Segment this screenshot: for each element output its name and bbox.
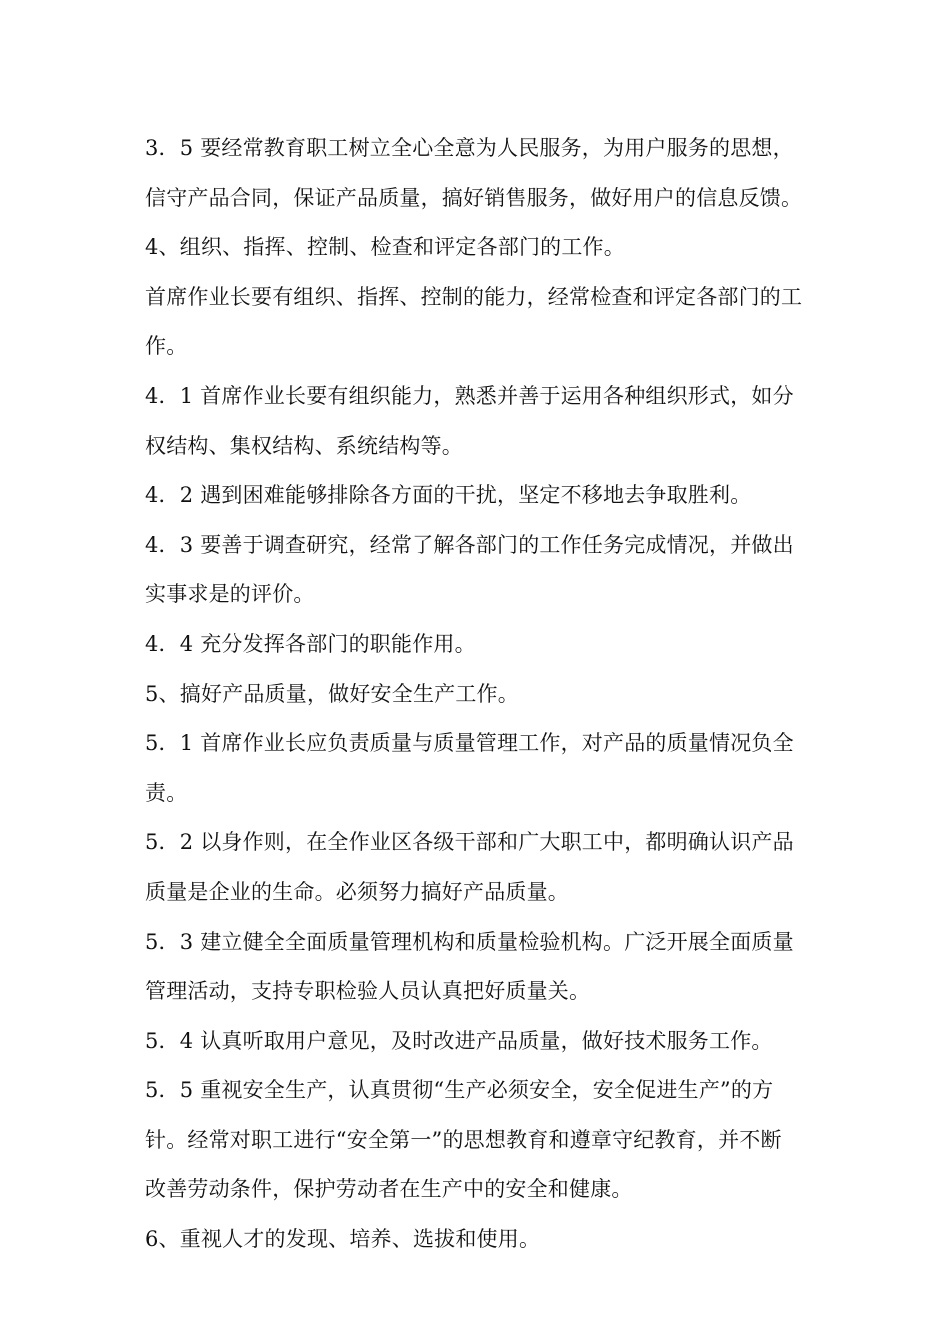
paragraph-line: 4．1 首席作业长要有组织能力，熟悉并善于运用各种组织形式，如分 xyxy=(145,383,794,408)
paragraph-line: 4．3 要善于调查研究，经常了解各部门的工作任务完成情况，并做出 xyxy=(145,532,794,557)
paragraph-line: 3．5 要经常教育职工树立全心全意为人民服务，为用户服务的思想， xyxy=(145,136,794,160)
document-body xyxy=(145,124,845,1265)
paragraph-line: 改善劳动条件，保护劳动者在生产中的安全和健康。 xyxy=(145,1177,633,1202)
section-heading: 4、组织、指挥、控制、检查和评定各部门的工作。 xyxy=(145,235,625,260)
paragraph-line: 质量是企业的生命。必须努力搞好产品质量。 xyxy=(145,879,569,904)
section-heading: 5、搞好产品质量，做好安全生产工作。 xyxy=(145,681,519,706)
paragraph-line: 5．4 认真听取用户意见，及时改进产品质量，做好技术服务工作。 xyxy=(145,1028,773,1053)
paragraph-line: 责。 xyxy=(145,780,188,805)
paragraph-line: 权结构、集权结构、系统结构等。 xyxy=(145,433,463,458)
paragraph-line: 5．3 建立健全全面质量管理机构和质量检验机构。广泛开展全面质量 xyxy=(145,929,794,954)
paragraph-line: 信守产品合同，保证产品质量，搞好销售服务，做好用户的信息反馈。 xyxy=(145,185,803,210)
paragraph-line: 针。经常对职工进行“安全第一”的思想教育和遵章守纪教育，并不断 xyxy=(145,1127,782,1152)
paragraph-line: 5．5 重视安全生产，认真贯彻“生产必须安全，安全促进生产”的方 xyxy=(145,1078,774,1103)
paragraph-line: 4．2 遇到困难能够排除各方面的干扰，坚定不移地去争取胜利。 xyxy=(145,483,752,508)
section-heading: 6、重视人才的发现、培养、选拔和使用。 xyxy=(145,1227,541,1252)
paragraph-line: 实事求是的评价。 xyxy=(145,582,315,607)
paragraph-line: 首席作业长要有组织、指挥、控制的能力，经常检查和评定各部门的工 xyxy=(145,284,803,309)
paragraph-line: 5．2 以身作则，在全作业区各级干部和广大职工中，都明确认识产品 xyxy=(145,830,794,855)
paragraph-line: 4．4 充分发挥各部门的职能作用。 xyxy=(145,631,476,656)
paragraph-line: 5．1 首席作业长应负责质量与质量管理工作，对产品的质量情况负全 xyxy=(145,731,794,756)
paragraph-line: 管理活动，支持专职检验人员认真把好质量关。 xyxy=(145,979,591,1004)
paragraph-line: 作。 xyxy=(145,334,188,359)
